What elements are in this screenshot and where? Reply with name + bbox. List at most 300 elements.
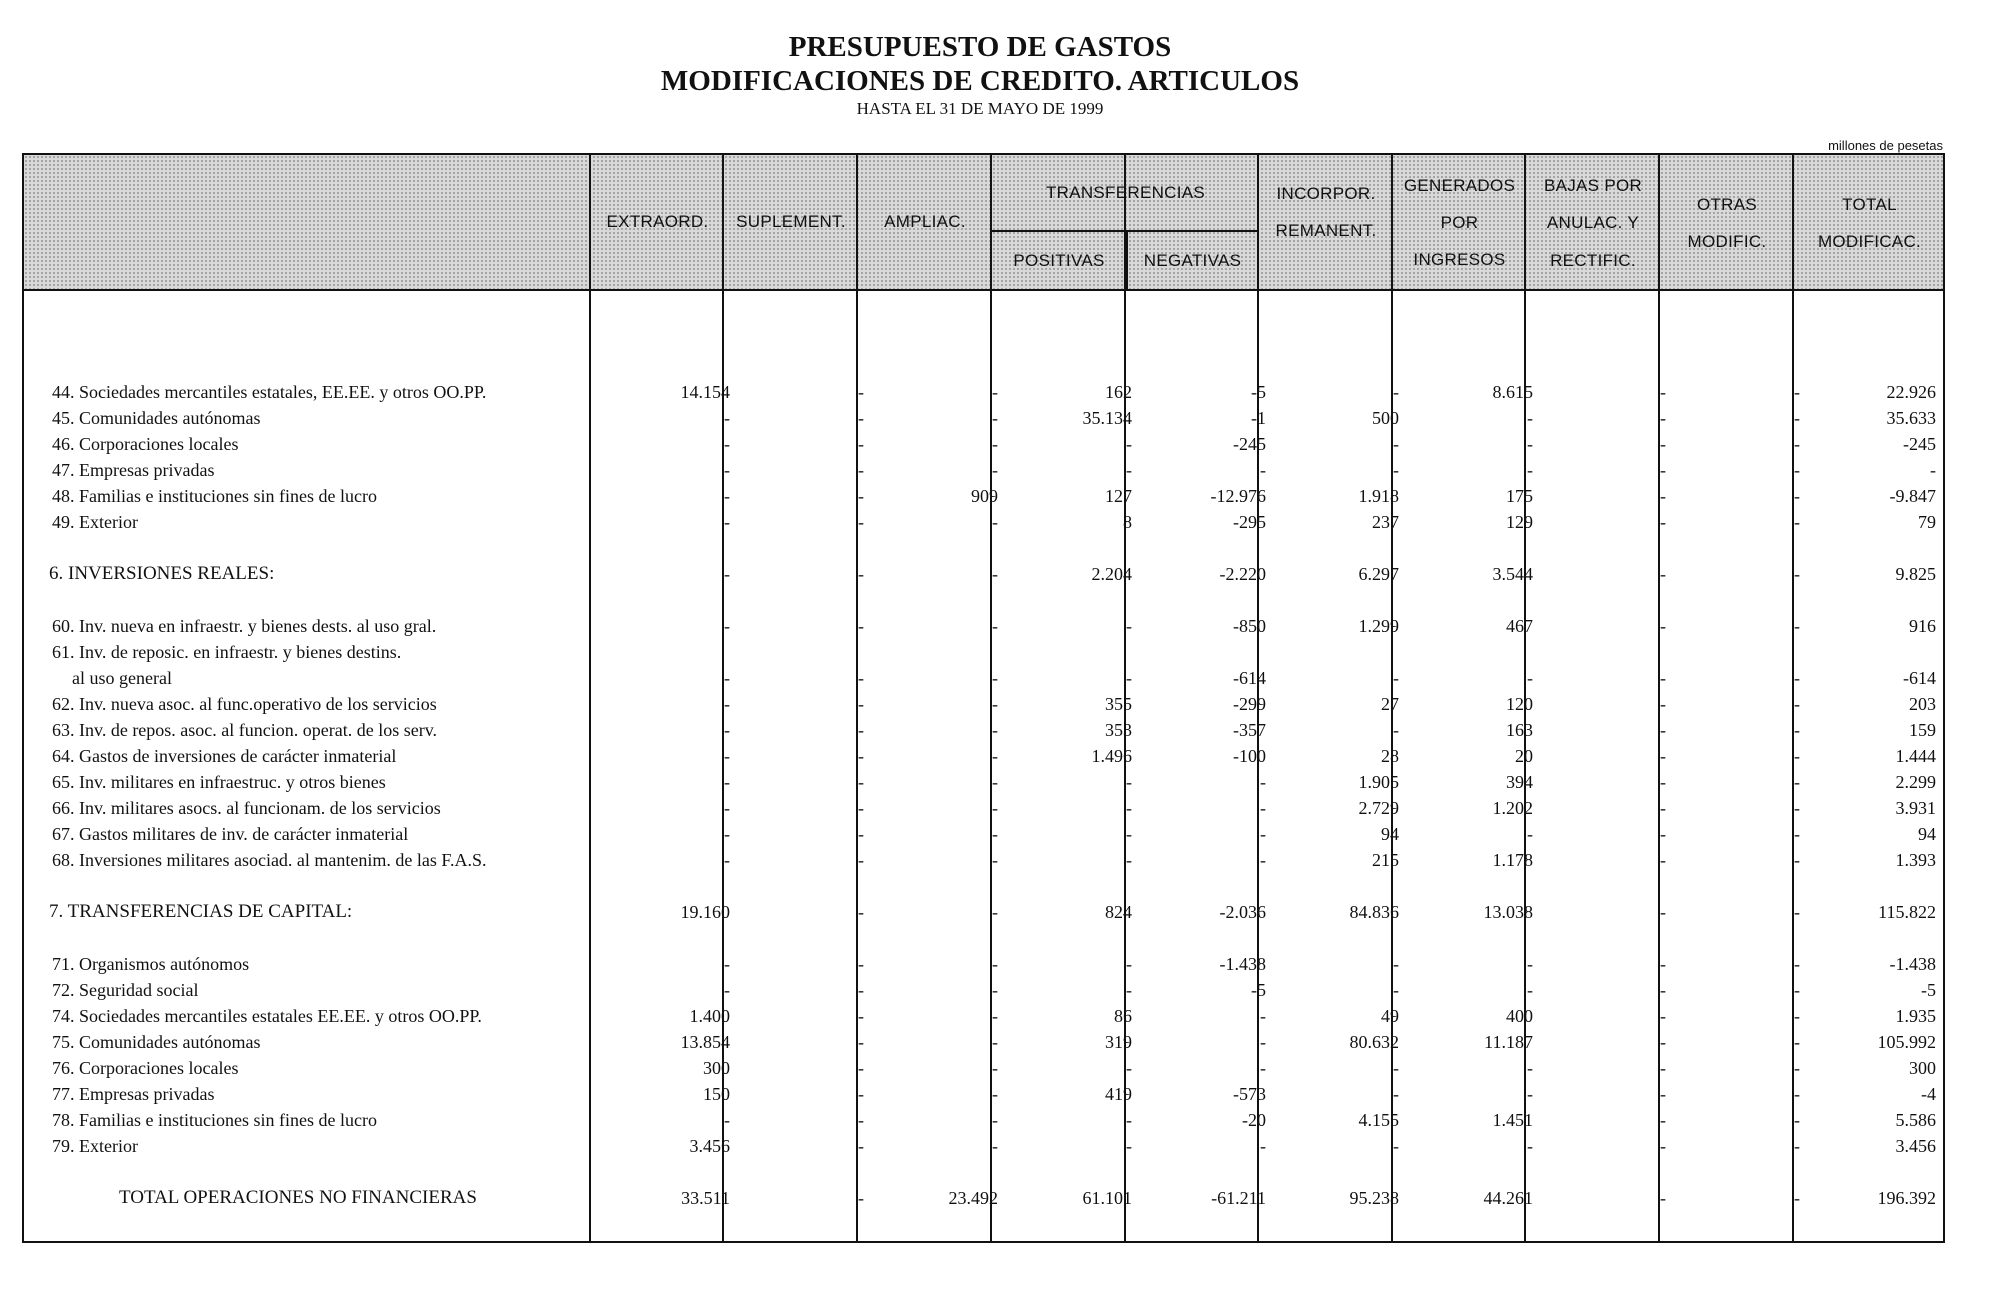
table-row [24, 977, 1943, 1003]
row-value: - [1794, 772, 1800, 792]
row-value: 215 [1372, 850, 1399, 870]
header-transferencias: TRANSFERENCIAS [1045, 183, 1206, 202]
row-value: - [1393, 720, 1399, 740]
row-value: - [1660, 980, 1666, 1000]
row-value: 79 [1918, 512, 1936, 532]
table-header [24, 155, 1943, 291]
row-value: - [1126, 954, 1132, 974]
row-value: 300 [703, 1058, 730, 1078]
row-value: 35.134 [1082, 408, 1132, 428]
row-label: 63. Inv. de repos. asoc. al funcion. operat. de los serv. [52, 720, 438, 740]
row-value: - [1794, 980, 1800, 1000]
row-value: - [858, 382, 864, 402]
header-suplement: SUPLEMENT. [736, 212, 846, 231]
row-value: - [992, 408, 998, 428]
row-value: - [1260, 1136, 1266, 1156]
row-value: - [992, 1058, 998, 1078]
row-value: - [1794, 902, 1800, 922]
row-value: 163 [1506, 720, 1533, 740]
row-label: 60. Inv. nueva en infraestr. y bienes dests. al uso gral. [52, 616, 437, 636]
row-label: 44. Sociedades mercantiles estatales, EE.EE. y otros OO.PP. [52, 382, 487, 402]
row-value: - [1794, 824, 1800, 844]
row-value: -4 [1921, 1084, 1936, 1104]
row-value: - [858, 1110, 864, 1130]
row-value: - [724, 564, 730, 584]
row-value: - [1794, 1084, 1800, 1104]
budget-table [22, 153, 1945, 1243]
row-value: - [992, 1032, 998, 1052]
row-value: -9.847 [1889, 486, 1936, 506]
row-value: - [858, 1058, 864, 1078]
row-value: - [992, 694, 998, 714]
row-value: - [1794, 460, 1800, 480]
row-value: - [724, 668, 730, 688]
row-value: - [1527, 824, 1533, 844]
row-value: 84.836 [1349, 902, 1399, 922]
row-value: 2.204 [1091, 564, 1132, 584]
row-value: 9.825 [1895, 564, 1936, 584]
row-value: 14.154 [680, 382, 730, 402]
row-value: - [1660, 772, 1666, 792]
header-generados-1: GENERADOS [1403, 176, 1516, 195]
row-value: 49 [1381, 1006, 1399, 1026]
row-value: - [1527, 668, 1533, 688]
row-value: 8 [1123, 512, 1132, 532]
row-value: - [724, 434, 730, 454]
row-value: - [858, 1006, 864, 1026]
row-value: - [724, 616, 730, 636]
row-value: - [1794, 1136, 1800, 1156]
row-value: - [858, 1032, 864, 1052]
row-value: 353 [1105, 720, 1132, 740]
table-row [24, 1029, 1943, 1055]
row-value: 237 [1372, 512, 1399, 532]
row-value: - [1660, 564, 1666, 584]
row-value: 8.615 [1492, 382, 1533, 402]
row-value: - [1660, 954, 1666, 974]
row-value: - [992, 460, 998, 480]
row-value: - [1794, 382, 1800, 402]
row-value: - [1393, 460, 1399, 480]
row-value: 400 [1506, 1006, 1533, 1026]
row-value: - [1930, 460, 1936, 480]
row-value: 95.238 [1349, 1188, 1399, 1208]
row-value: 1.202 [1492, 798, 1533, 818]
row-value: 86 [1114, 1006, 1132, 1026]
row-value: 2.729 [1358, 798, 1399, 818]
row-label: 7. TRANSFERENCIAS DE CAPITAL: [49, 901, 353, 922]
row-value: - [1660, 1136, 1666, 1156]
row-value: - [992, 434, 998, 454]
row-label: 78. Familias e instituciones sin fines de lucro [52, 1110, 377, 1130]
row-label: 75. Comunidades autónomas [52, 1032, 261, 1052]
row-value: - [1660, 824, 1666, 844]
row-value: - [1660, 1188, 1666, 1208]
title-line-3: HASTA EL 31 DE MAYO DE 1999 [856, 99, 1104, 118]
row-label: 49. Exterior [52, 512, 138, 532]
row-value: - [1794, 850, 1800, 870]
row-value: 3.931 [1895, 798, 1936, 818]
row-value: 6.297 [1358, 564, 1399, 584]
row-value: 20 [1515, 746, 1533, 766]
row-value: - [1794, 954, 1800, 974]
row-value: - [992, 564, 998, 584]
row-label: 72. Seguridad social [52, 980, 199, 1000]
row-value: 94 [1918, 824, 1936, 844]
header-bajas-3: RECTIFIC. [1550, 251, 1636, 270]
row-value: - [1794, 1032, 1800, 1052]
row-value: - [1126, 850, 1132, 870]
row-value: 115.822 [1878, 902, 1936, 922]
row-value: 203 [1909, 694, 1936, 714]
row-value: 1.935 [1895, 1006, 1936, 1026]
row-value: - [992, 746, 998, 766]
row-value: -2.220 [1219, 564, 1266, 584]
row-value: - [858, 512, 864, 532]
row-value: 916 [1909, 616, 1936, 636]
row-value: - [858, 902, 864, 922]
row-value: 394 [1506, 772, 1533, 792]
row-value: 500 [1372, 408, 1399, 428]
row-value: - [992, 824, 998, 844]
row-value: - [1794, 746, 1800, 766]
row-value: 1.299 [1358, 616, 1399, 636]
header-bajas-2: ANULAC. Y [1546, 213, 1640, 232]
row-value: - [724, 460, 730, 480]
row-value: - [724, 980, 730, 1000]
row-value: - [1393, 668, 1399, 688]
row-value: - [992, 512, 998, 532]
row-value: -12.976 [1210, 486, 1266, 506]
table-row [24, 561, 1943, 587]
header-generados-3: INGRESOS [1413, 250, 1506, 269]
row-value: - [858, 850, 864, 870]
unit-note: millones de pesetas [1828, 138, 1943, 153]
row-value: 33.511 [681, 1188, 730, 1208]
row-value: 150 [703, 1084, 730, 1104]
row-value: - [1660, 746, 1666, 766]
row-value: 196.392 [1877, 1188, 1936, 1208]
row-value: - [1393, 980, 1399, 1000]
row-value: 1.451 [1492, 1110, 1533, 1130]
table-row [24, 483, 1943, 509]
row-label: 47. Empresas privadas [52, 460, 215, 480]
row-value: 4.155 [1358, 1110, 1399, 1130]
row-value: 127 [1105, 486, 1132, 506]
table-row [24, 457, 1943, 483]
row-label: 6. INVERSIONES REALES: [49, 563, 275, 584]
row-value: - [724, 486, 730, 506]
row-value: - [1660, 1084, 1666, 1104]
row-value: 3.456 [689, 1136, 730, 1156]
row-value: 1.400 [689, 1006, 730, 1026]
table-row [24, 509, 1943, 535]
title-line-1: PRESUPUESTO DE GASTOS [788, 31, 1172, 63]
row-value: -614 [1903, 668, 1936, 688]
row-label: 74. Sociedades mercantiles estatales EE.EE. y otros OO.PP. [52, 1006, 482, 1026]
row-value: - [1794, 1110, 1800, 1130]
table-row [24, 405, 1943, 431]
row-value: - [1260, 1006, 1266, 1026]
row-value: - [724, 720, 730, 740]
row-value: - [1260, 1058, 1266, 1078]
row-value: - [1660, 1006, 1666, 1026]
row-value: - [1794, 720, 1800, 740]
title-line-2: MODIFICACIONES DE CREDITO. ARTICULOS [660, 65, 1300, 97]
row-value: 467 [1506, 616, 1533, 636]
row-value: - [1126, 772, 1132, 792]
row-value: - [1660, 720, 1666, 740]
row-label: 66. Inv. militares asocs. al funcionam. de los servicios [52, 798, 441, 818]
row-value: - [858, 1084, 864, 1104]
row-value: - [1794, 694, 1800, 714]
row-label: 46. Corporaciones locales [52, 434, 239, 454]
table-row [24, 899, 1943, 925]
row-value: -850 [1233, 616, 1266, 636]
row-value: 27 [1381, 694, 1399, 714]
row-value: - [1794, 486, 1800, 506]
row-value: - [1794, 408, 1800, 428]
row-value: - [1126, 668, 1132, 688]
row-value: 2.299 [1895, 772, 1936, 792]
row-value: 80.632 [1349, 1032, 1399, 1052]
row-value: 1.496 [1091, 746, 1132, 766]
row-value: - [1660, 1032, 1666, 1052]
row-value: - [1527, 1136, 1533, 1156]
row-value: - [992, 1110, 998, 1130]
row-value: 1.444 [1895, 746, 1936, 766]
table-row [24, 379, 1943, 405]
row-value: - [858, 486, 864, 506]
row-value: - [992, 616, 998, 636]
row-value: 1.918 [1358, 486, 1399, 506]
row-value: - [724, 408, 730, 428]
row-value: - [992, 668, 998, 688]
row-value: - [858, 434, 864, 454]
row-value: - [1660, 434, 1666, 454]
row-value: - [1260, 798, 1266, 818]
row-value: - [724, 850, 730, 870]
row-value: - [1794, 1058, 1800, 1078]
row-value: 355 [1105, 694, 1132, 714]
row-value: - [1660, 798, 1666, 818]
table-row [24, 665, 1943, 691]
table-row [24, 795, 1943, 821]
row-value: - [992, 382, 998, 402]
table-row [24, 717, 1943, 743]
row-value: - [1260, 824, 1266, 844]
row-value: - [724, 694, 730, 714]
table-row [24, 821, 1943, 847]
row-label: al uso general [72, 668, 172, 688]
row-value: - [1126, 460, 1132, 480]
row-value: - [1393, 1136, 1399, 1156]
row-value: -1.438 [1219, 954, 1266, 974]
row-value: - [1393, 1058, 1399, 1078]
table-row [24, 743, 1943, 769]
row-value: - [992, 980, 998, 1000]
row-value: - [1260, 460, 1266, 480]
row-value: - [858, 668, 864, 688]
row-value: 44.261 [1483, 1188, 1533, 1208]
row-value: - [724, 746, 730, 766]
row-value: - [1660, 616, 1666, 636]
table-row [24, 847, 1943, 873]
row-value: -1.438 [1889, 954, 1936, 974]
row-value: - [858, 616, 864, 636]
row-value: - [724, 954, 730, 974]
row-value: 11.187 [1484, 1032, 1533, 1052]
row-value: - [858, 798, 864, 818]
row-value: 1.905 [1358, 772, 1399, 792]
row-value: -20 [1242, 1110, 1266, 1130]
row-value: - [992, 772, 998, 792]
row-value: 61.101 [1082, 1188, 1132, 1208]
row-value: - [1260, 850, 1266, 870]
row-value: 175 [1506, 486, 1533, 506]
row-value: -5 [1251, 980, 1266, 1000]
row-value: 19.160 [680, 902, 730, 922]
row-value: - [1660, 1110, 1666, 1130]
row-value: 13.038 [1483, 902, 1533, 922]
row-value: -5 [1921, 980, 1936, 1000]
row-value: 824 [1105, 902, 1132, 922]
row-value: - [1794, 1188, 1800, 1208]
row-value: - [724, 1110, 730, 1130]
row-value: - [858, 824, 864, 844]
table-row [24, 1185, 1943, 1211]
row-value: - [1660, 486, 1666, 506]
row-value: - [724, 772, 730, 792]
row-value: 22.926 [1886, 382, 1936, 402]
row-value: - [992, 798, 998, 818]
row-value: 300 [1909, 1058, 1936, 1078]
row-value: - [1126, 824, 1132, 844]
header-total-1: TOTAL [1842, 195, 1897, 214]
row-value: - [992, 954, 998, 974]
table-row [24, 431, 1943, 457]
header-subcolumn-divider [1126, 230, 1128, 289]
table-row [24, 769, 1943, 795]
row-value: - [1126, 1058, 1132, 1078]
row-value: 1.393 [1895, 850, 1936, 870]
row-value: - [858, 980, 864, 1000]
row-value: - [1660, 512, 1666, 532]
table-row [24, 1081, 1943, 1107]
row-value: 120 [1506, 694, 1533, 714]
row-value: - [992, 1136, 998, 1156]
row-value: -295 [1233, 512, 1266, 532]
row-value: - [1126, 1110, 1132, 1130]
row-value: - [1660, 460, 1666, 480]
row-value: - [1660, 850, 1666, 870]
row-value: - [858, 1136, 864, 1156]
row-value: -573 [1233, 1084, 1266, 1104]
row-value: - [1794, 434, 1800, 454]
row-value: - [992, 850, 998, 870]
row-value: - [858, 746, 864, 766]
row-value: - [858, 720, 864, 740]
row-value: - [1527, 408, 1533, 428]
header-otras-2: MODIFIC. [1687, 232, 1767, 251]
header-ampliac: AMPLIAC. [884, 212, 966, 231]
row-value: - [1126, 434, 1132, 454]
header-extraord: EXTRAORD. [606, 212, 709, 231]
row-value: 419 [1105, 1084, 1132, 1104]
row-value: - [1393, 382, 1399, 402]
row-label: 79. Exterior [52, 1136, 138, 1156]
row-value: - [1126, 616, 1132, 636]
row-value: -245 [1233, 434, 1266, 454]
header-incorpor-2: REMANENT. [1275, 221, 1377, 240]
row-value: 162 [1105, 382, 1132, 402]
row-value: 13.854 [680, 1032, 730, 1052]
header-bajas-1: BAJAS POR [1543, 176, 1643, 195]
row-value: - [1794, 512, 1800, 532]
row-value: -299 [1233, 694, 1266, 714]
row-value: - [1660, 668, 1666, 688]
row-label: 68. Inversiones militares asociad. al mantenim. de las F.A.S. [52, 850, 487, 870]
header-positivas: POSITIVAS [1013, 251, 1105, 270]
row-value: - [858, 772, 864, 792]
row-value: - [1527, 1084, 1533, 1104]
row-label: 62. Inv. nueva asoc. al func.operativo de los servicios [52, 694, 437, 714]
row-label: 71. Organismos autónomos [52, 954, 250, 974]
header-otras-1: OTRAS [1696, 195, 1758, 214]
row-value: -100 [1233, 746, 1266, 766]
row-value: - [992, 1006, 998, 1026]
row-value: - [1660, 694, 1666, 714]
document-title [0, 30, 1960, 120]
row-value: - [1527, 954, 1533, 974]
row-value: - [1527, 460, 1533, 480]
row-value: 94 [1381, 824, 1399, 844]
row-value: - [1527, 980, 1533, 1000]
row-value: - [858, 460, 864, 480]
table-row [24, 1133, 1943, 1159]
table-row [24, 639, 1943, 665]
row-value: 909 [971, 486, 998, 506]
row-value: - [1126, 980, 1132, 1000]
table-row [24, 1107, 1943, 1133]
row-value: 35.633 [1886, 408, 1936, 428]
table-row [24, 1003, 1943, 1029]
row-value: - [1393, 434, 1399, 454]
row-value: - [724, 824, 730, 844]
row-value: - [1660, 382, 1666, 402]
row-value: -2.036 [1219, 902, 1266, 922]
row-value: - [858, 1188, 864, 1208]
row-value: - [1527, 1058, 1533, 1078]
row-value: - [1794, 564, 1800, 584]
row-label: 65. Inv. militares en infraestruc. y otros bienes [52, 772, 386, 792]
row-value: 28 [1381, 746, 1399, 766]
row-value: 5.586 [1895, 1110, 1936, 1130]
row-value: - [1393, 1084, 1399, 1104]
row-value: -61.211 [1211, 1188, 1266, 1208]
row-value: -357 [1233, 720, 1266, 740]
row-value: - [858, 408, 864, 428]
row-value: - [1660, 1058, 1666, 1078]
row-value: - [1527, 434, 1533, 454]
row-value: - [724, 798, 730, 818]
table-row [24, 1055, 1943, 1081]
row-value: -1 [1251, 408, 1266, 428]
row-value: 3.456 [1895, 1136, 1936, 1156]
row-value: - [858, 694, 864, 714]
header-negativas: NEGATIVAS [1143, 251, 1242, 270]
row-value: - [1660, 408, 1666, 428]
